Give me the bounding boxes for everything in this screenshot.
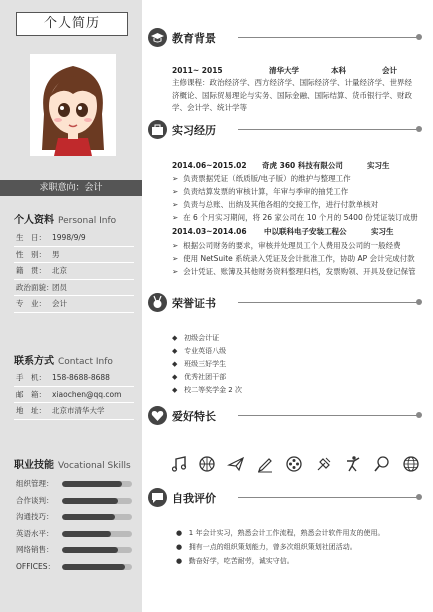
info-row [14, 280, 134, 297]
info-row [14, 247, 134, 264]
film-icon [285, 455, 303, 473]
job-company: 中以联科电子安装工程公 [264, 227, 347, 236]
chevron-right-icon: ➢ [172, 241, 179, 250]
divider-dot [416, 126, 422, 132]
contact-title: 联系方式 [14, 356, 54, 367]
info-value: 团员 [52, 282, 67, 292]
divider-dot [416, 34, 422, 40]
honor-item [172, 384, 242, 396]
job-bullet [172, 212, 418, 223]
self-eval-section-header [148, 488, 428, 508]
hobbies-section-header [148, 406, 428, 426]
skill-bar [62, 514, 132, 520]
info-row [14, 230, 134, 247]
contact-row-phone [14, 370, 134, 387]
contact-label: 手 机： [16, 373, 46, 382]
info-value: 1998/9/9 [52, 233, 86, 242]
chevron-right-icon: ➢ [172, 200, 179, 209]
info-label: 生 日： [16, 233, 46, 242]
skill-bar-fill [62, 547, 118, 553]
chat-icon [148, 488, 167, 507]
skill-label: 合作谈判： [16, 495, 54, 505]
chevron-right-icon: ➢ [172, 174, 179, 183]
education-courses-line: 主修课程：政治经济学、西方经济学、国际经济学、计量经济学、世界经 [172, 78, 412, 87]
skill-label: 英语水平： [16, 528, 54, 538]
skill-bar-fill [62, 564, 125, 570]
self-eval-heading: 自我评价 [172, 492, 216, 505]
badminton-icon [315, 455, 333, 473]
honor-item [172, 371, 226, 383]
job-company: 奇虎 360 科技有限公司 [262, 161, 343, 170]
contact-row-email [14, 387, 134, 404]
resume-title: 个人简历 [16, 12, 128, 36]
job-bullet-text: 使用 NetSuite 系统录入凭证及会计批准工作，协助 AP 会计完成付款 [183, 254, 415, 263]
education-courses-line: 学、会计学、统计学等 [172, 103, 247, 112]
profile-photo [30, 54, 116, 156]
education-period: 2011~ 2015 [172, 66, 223, 75]
info-label: 籍 贯： [16, 266, 46, 275]
honors-section-header [148, 293, 428, 313]
divider [238, 415, 418, 416]
self-eval-text: 拥有一点的组织策划能力，曾多次组织策划社团活动。 [188, 543, 357, 551]
skill-bar [62, 481, 132, 487]
diamond-icon: ◆ [172, 386, 178, 394]
contact-heading [14, 352, 113, 367]
chevron-right-icon: ➢ [172, 213, 179, 222]
personal-info-title-en: Personal Info [58, 216, 117, 226]
skill-bar [62, 564, 132, 570]
skill-bar-fill [62, 531, 111, 537]
honor-item [172, 345, 226, 357]
music-icon [170, 455, 188, 473]
divider-dot [416, 299, 422, 305]
job-bullet-text: 负责与总账、出纳及其他各组的交接工作，进行付款单核对 [183, 200, 379, 209]
education-major: 会计 [382, 66, 397, 75]
experience-section-header [148, 120, 428, 140]
info-label: 性 别： [16, 249, 46, 259]
job-role: 实习生 [367, 161, 390, 170]
address-value: 北京市清华大学 [52, 406, 105, 415]
chevron-right-icon: ➢ [172, 187, 179, 196]
self-eval-text: 勤奋好学，吃苦耐劳，诚实守信。 [188, 557, 294, 565]
medal-icon [148, 293, 167, 312]
divider [238, 37, 418, 38]
skill-bar-fill [62, 481, 122, 487]
contact-title-en: Contact Info [58, 357, 113, 367]
job-bullet [172, 266, 416, 277]
self-eval-text: 1 年会计实习，熟悉会计工作流程，熟悉会计软件用友的使用。 [188, 529, 385, 537]
education-school: 清华大学 [269, 66, 299, 75]
graduation-cap-icon [148, 28, 167, 47]
education-heading: 教育背景 [172, 32, 216, 45]
job-role: 实习生 [371, 227, 394, 236]
skill-label: 组织管理： [16, 479, 54, 488]
basketball-icon [198, 455, 216, 473]
contact-label: 邮 箱： [16, 389, 46, 399]
heart-icon [148, 406, 167, 425]
job-bullet-text: 会计凭证、账簿及其他财务资料整理归档，发票购领、开具及登记保管 [183, 267, 416, 276]
skill-row [14, 542, 138, 557]
briefcase-icon [148, 120, 167, 139]
education-courses-line: 济概论、国际贸易理论与实务、国际金融、国际结算、货币银行学、财政 [172, 91, 412, 100]
bullet-dot-icon: ● [176, 557, 183, 565]
job-intent-bar: 求职意向：会计 [0, 180, 142, 196]
honor-item [172, 358, 226, 370]
info-row [14, 263, 134, 280]
job-bullet-text: 在 6 个月实习期间，将 26 家公司在 10 个月的 5400 份凭证装订成册 [183, 213, 418, 222]
job-bullet [172, 186, 348, 197]
hobbies-heading: 爱好特长 [172, 410, 216, 423]
divider-dot [416, 494, 422, 500]
diamond-icon: ◆ [172, 373, 178, 381]
job-bullet [172, 253, 415, 264]
diamond-icon: ◆ [172, 334, 178, 342]
airplane-icon [227, 455, 245, 473]
personal-info-list [14, 230, 134, 313]
diamond-icon: ◆ [172, 347, 178, 355]
job-bullet-text: 负责结算发票的审核计算，年审与季审的抽凭工作 [183, 187, 349, 196]
skill-bar-fill [62, 498, 118, 504]
skill-bar [62, 498, 132, 504]
job-period: 2014.03~2014.06 [172, 227, 247, 236]
skill-row [14, 559, 138, 574]
contact-row-address [14, 403, 134, 420]
diamond-icon: ◆ [172, 360, 178, 368]
skills-heading [14, 456, 131, 471]
chevron-right-icon: ➢ [172, 267, 179, 276]
job-bullet [172, 199, 378, 210]
honor-item [172, 332, 219, 344]
skill-row [14, 493, 138, 508]
globe-icon [402, 455, 420, 473]
honor-text: 校二等奖学金 2 次 [184, 386, 242, 394]
honor-text: 班级三好学生 [184, 360, 227, 368]
skill-row [14, 476, 138, 491]
education-degree: 本科 [331, 66, 346, 75]
chevron-right-icon: ➢ [172, 254, 179, 263]
self-eval-item [176, 541, 357, 553]
divider [238, 129, 418, 130]
honor-text: 优秀社团干部 [184, 373, 227, 381]
self-eval-item [176, 555, 294, 567]
info-label: 专 业： [16, 299, 46, 308]
skill-bar [62, 547, 132, 553]
honors-heading: 荣誉证书 [172, 297, 216, 310]
search-icon [373, 455, 391, 473]
personal-info-heading [14, 211, 116, 226]
divider [238, 497, 418, 498]
personal-info-title: 个人资料 [14, 215, 54, 226]
info-row [14, 296, 134, 313]
contact-label: 地 址： [16, 406, 46, 415]
honor-text: 初级会计证 [184, 334, 220, 342]
info-value: 会计 [52, 299, 67, 308]
job-bullet-text: 根据公司财务的要求，审核并处理员工个人费用及公司的一般经费 [183, 241, 401, 250]
skill-bar-fill [62, 514, 115, 520]
divider-dot [416, 412, 422, 418]
experience-heading: 实习经历 [172, 124, 216, 137]
email-value[interactable]: xiaochen@qq.com [52, 389, 122, 399]
phone-value[interactable]: 158-8688-8688 [52, 373, 110, 382]
contact-list [14, 370, 134, 420]
skill-row [14, 509, 138, 524]
info-value: 北京 [52, 266, 67, 275]
skill-label: 网络销售： [16, 545, 54, 554]
skill-label: 沟通技巧： [16, 512, 54, 521]
info-label: 政治面貌： [16, 282, 54, 292]
bullet-dot-icon: ● [176, 529, 183, 537]
info-value: 男 [52, 249, 60, 259]
skills-title: 职业技能 [14, 460, 54, 471]
self-eval-item [176, 527, 384, 539]
honor-text: 专业英语八级 [184, 347, 227, 355]
job-period: 2014.06~2015.02 [172, 161, 247, 170]
dance-icon [344, 455, 362, 473]
job-bullet [172, 173, 351, 184]
job-bullet-text: 负责票据凭证（纸质版/电子版）的维护与整理工作 [183, 174, 351, 183]
education-section-header [148, 28, 428, 48]
divider [238, 302, 418, 303]
skill-row [14, 526, 138, 541]
skill-label: OFFICES： [16, 561, 55, 571]
writing-icon [256, 455, 274, 473]
bullet-dot-icon: ● [176, 543, 183, 551]
skill-bar [62, 531, 132, 537]
job-bullet [172, 240, 401, 251]
skills-title-en: Vocational Skills [58, 461, 131, 471]
